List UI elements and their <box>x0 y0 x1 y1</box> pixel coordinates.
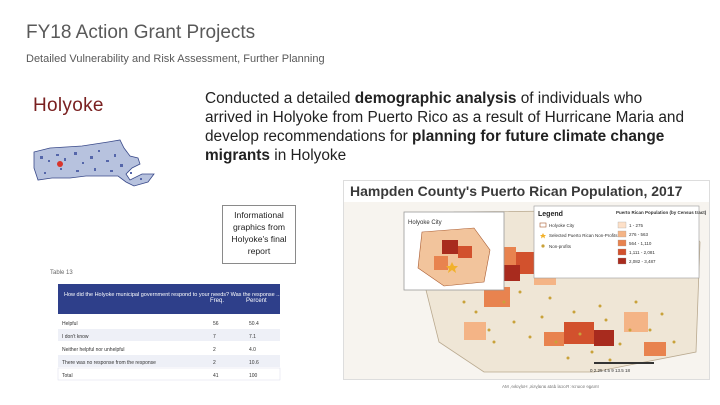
svg-text:7: 7 <box>213 334 216 340</box>
svg-text:Legend: Legend <box>538 211 563 218</box>
map-title: Hampden County's Puerto Rican Population, 2017 <box>344 181 709 202</box>
map-scale-bar <box>590 362 654 373</box>
map-graphic <box>344 202 709 379</box>
table-row <box>58 368 280 380</box>
table-label: Table 13 <box>50 270 73 276</box>
svg-text:10.6: 10.6 <box>249 360 259 366</box>
svg-text:2: 2 <box>213 360 216 366</box>
svg-text:Holyoke City: Holyoke City <box>408 220 442 226</box>
svg-text:I don't know: I don't know <box>62 334 89 340</box>
callout-box <box>222 205 296 264</box>
svg-text:Percent: Percent <box>246 298 267 304</box>
svg-text:50.4: 50.4 <box>249 321 259 327</box>
svg-text:Puerto Rican Population (by Ce: Puerto Rican Population (by Census tract) <box>616 210 707 215</box>
city-heading: Holyoke <box>33 95 104 116</box>
survey-table-figure <box>50 266 285 392</box>
svg-text:4.0: 4.0 <box>249 347 256 353</box>
svg-text:1 - 275: 1 - 275 <box>629 223 644 228</box>
svg-text:Holyoke City: Holyoke City <box>549 223 575 228</box>
svg-text:Selected Puerto Rican Non-Prof: Selected Puerto Rican Non-Profits <box>549 233 618 238</box>
table-row <box>58 329 280 341</box>
svg-text:564 - 1,110: 564 - 1,110 <box>629 241 652 246</box>
callout-text: Informational graphics from Holyoke's final report <box>231 210 287 256</box>
holyoke-marker <box>57 161 63 167</box>
svg-text:Freq.: Freq. <box>210 298 225 304</box>
project-description: Conducted a detailed demographic analysis of individuals who arrived in Holyoke from Puerto Rico as a result of Hurricane Maria and develop recommendations for planning for future climate change migrants in Holyoke <box>205 90 685 164</box>
table-row <box>58 316 280 328</box>
svg-text:2: 2 <box>213 347 216 353</box>
svg-text:Non-profits: Non-profits <box>549 244 572 249</box>
svg-text:How did the Holyoke municipal: How did the Holyoke municipal government respond to your needs? Was the response ... <box>64 292 281 298</box>
svg-text:100: 100 <box>249 373 258 379</box>
svg-text:56: 56 <box>213 321 219 327</box>
svg-text:2,082 - 3,487: 2,082 - 3,487 <box>629 259 656 264</box>
svg-text:Total: Total <box>62 373 73 379</box>
svg-text:Helpful: Helpful <box>62 321 78 327</box>
table-row <box>58 342 280 354</box>
hampden-county-map-figure <box>343 180 710 380</box>
svg-text:There was no response from the: There was no response from the response <box>62 360 156 366</box>
svg-text:0 2.25 4.5 9 13.5 1: 0 2.25 4.5 9 13.5 18 <box>590 368 631 373</box>
svg-text:41: 41 <box>213 373 219 379</box>
massachusetts-locator-map <box>30 128 158 201</box>
svg-text:276 - 563: 276 - 563 <box>629 232 649 237</box>
svg-text:7.1: 7.1 <box>249 334 256 340</box>
svg-text:1,111 - 2,081: 1,111 - 2,081 <box>629 250 655 255</box>
slide-subtitle: Detailed Vulnerability and Risk Assessment, Further Planning <box>26 53 325 65</box>
map-legend <box>534 206 707 278</box>
image-credit: Image source: Rocal data analysis, Holyoke, MA <box>502 384 599 389</box>
slide-title: FY18 Action Grant Projects <box>26 22 256 43</box>
table-row <box>58 355 280 367</box>
svg-text:Neither helpful nor unhelpful: Neither helpful nor unhelpful <box>62 347 125 353</box>
